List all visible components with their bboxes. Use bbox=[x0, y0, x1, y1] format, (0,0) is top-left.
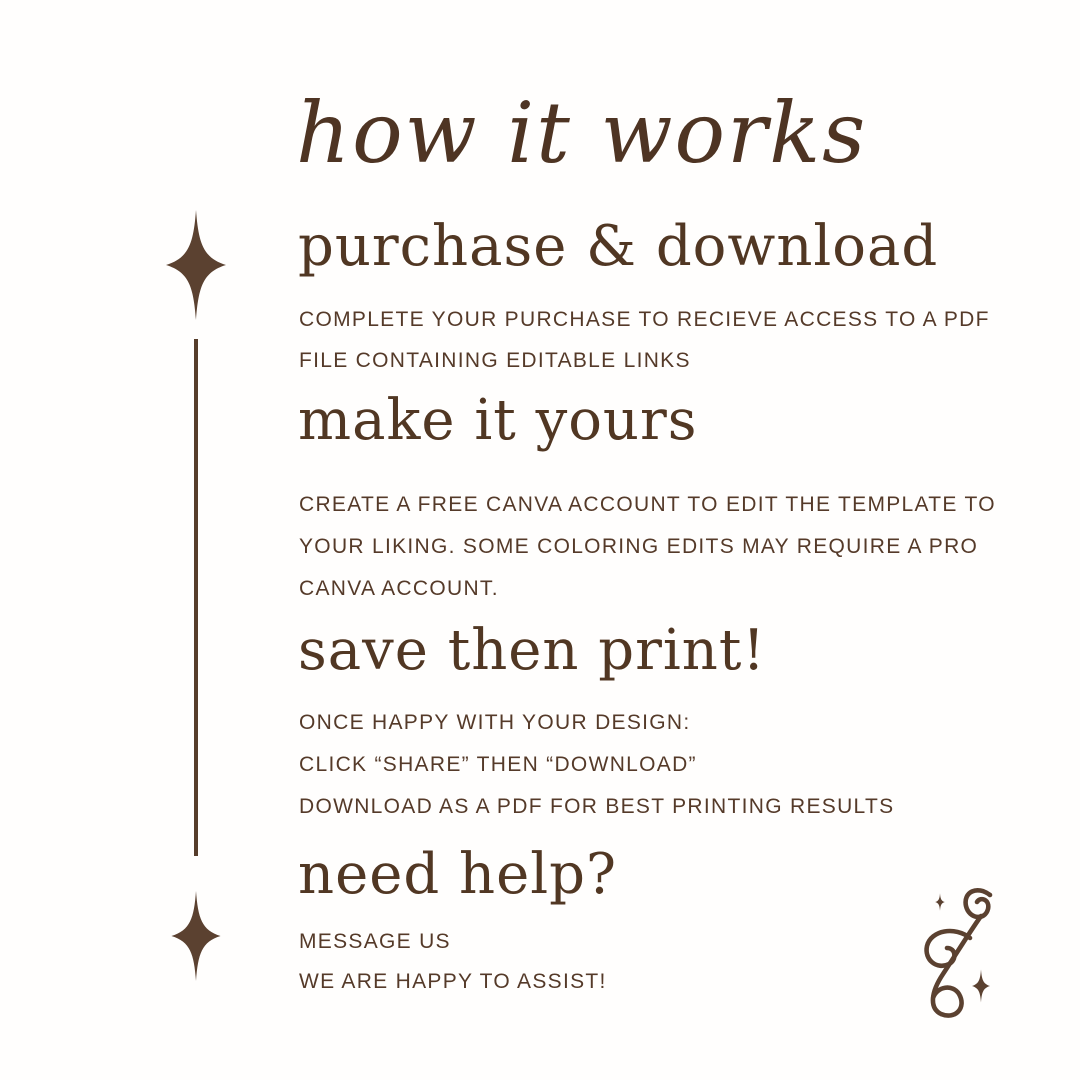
section-body-save-then-print bbox=[299, 702, 894, 828]
sparkle-star-bottom-icon bbox=[166, 891, 226, 981]
section-body-need-help bbox=[299, 922, 607, 1002]
body-line: CANVA ACCOUNT. bbox=[299, 577, 499, 600]
section-heading-purchase-download: purchase & download bbox=[298, 214, 939, 279]
body-line: WE ARE HAPPY TO ASSIST! bbox=[299, 970, 607, 993]
section-heading-need-help: need help? bbox=[298, 842, 617, 907]
vertical-divider-line bbox=[194, 339, 198, 856]
body-line: MESSAGE US bbox=[299, 930, 451, 953]
section-heading-make-it-yours: make it yours bbox=[298, 388, 698, 453]
monogram-sparkle-small-icon bbox=[935, 893, 945, 911]
sparkle-star-top-icon bbox=[165, 210, 227, 320]
body-line: COMPLETE YOUR PURCHASE TO RECIEVE ACCESS TO A PDF bbox=[299, 308, 990, 331]
section-body-purchase-download bbox=[299, 299, 990, 381]
body-line: FILE CONTAINING EDITABLE LINKS bbox=[299, 349, 691, 372]
body-line: DOWNLOAD AS A PDF FOR BEST PRINTING RESULTS bbox=[299, 795, 895, 818]
script-monogram-logo bbox=[893, 882, 1023, 1027]
body-line: ONCE HAPPY WITH YOUR DESIGN: bbox=[299, 711, 691, 734]
body-line: CREATE A FREE CANVA ACCOUNT TO EDIT THE TEMPLATE TO bbox=[299, 493, 996, 516]
page-title: how it works bbox=[296, 84, 868, 182]
body-line: YOUR LIKING. SOME COLORING EDITS MAY REQUIRE A PRO bbox=[299, 535, 979, 558]
section-heading-save-then-print: save then print! bbox=[298, 618, 766, 683]
monogram-sparkle-large-icon bbox=[972, 970, 990, 1003]
body-line: CLICK “SHARE” THEN “DOWNLOAD” bbox=[299, 753, 697, 776]
section-body-make-it-yours bbox=[299, 484, 996, 610]
